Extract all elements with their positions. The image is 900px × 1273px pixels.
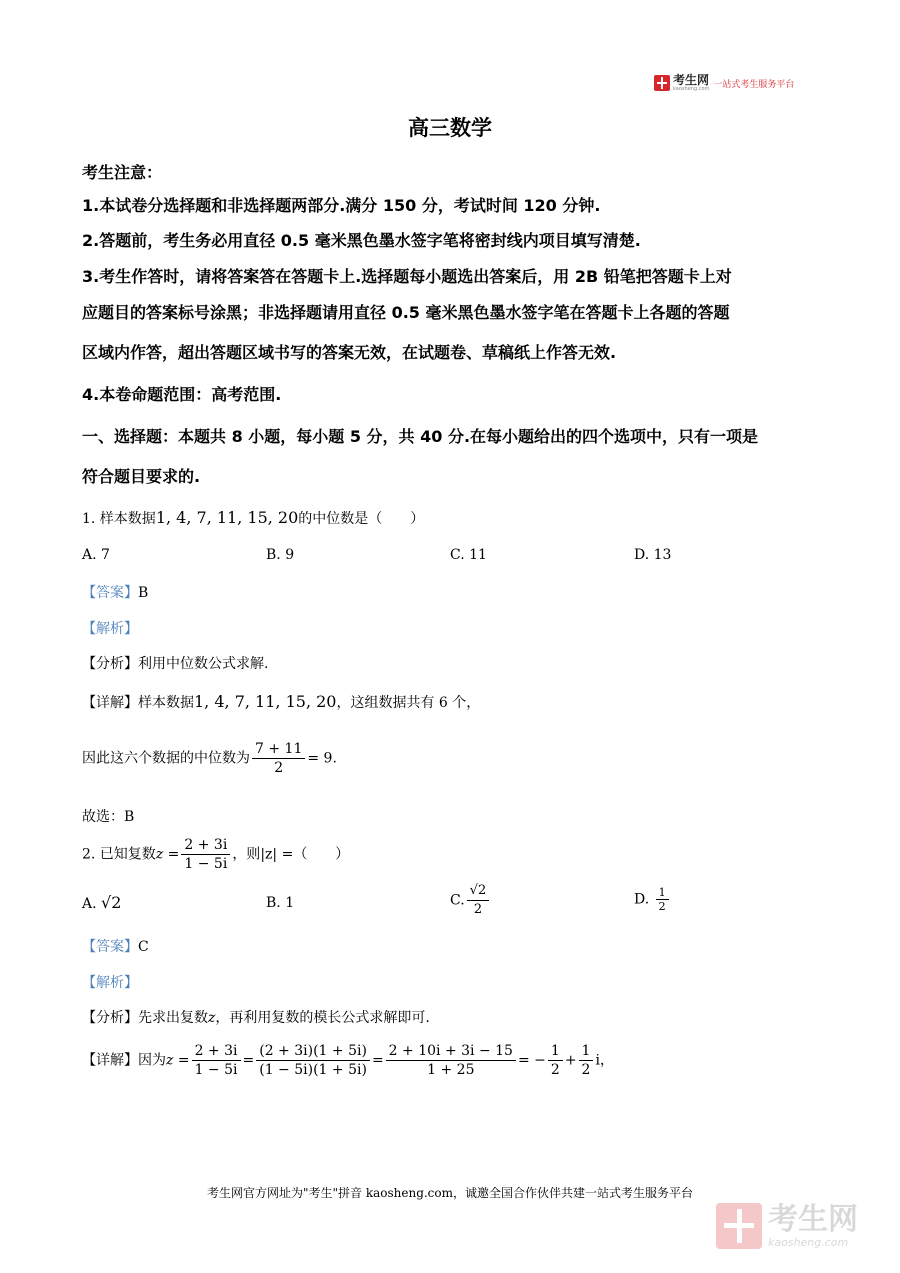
header-logo <box>654 74 794 92</box>
q2-fenxi <box>82 1007 430 1027</box>
q1-option-b: B. 9 <box>266 547 295 563</box>
q2-d4-den: 2 <box>550 1062 560 1078</box>
q2-answer-label: 【答案】 <box>82 939 138 955</box>
q2-optD-num: 1 <box>656 886 669 900</box>
q2-optA-value: √2 <box>101 893 122 912</box>
q1-median-fraction <box>252 740 305 777</box>
section-heading-2: 符合题目要求的. <box>82 467 201 486</box>
q1-median-text: 因此这六个数据的中位数为 <box>82 750 250 767</box>
q2-d4-num: 1 <box>548 1042 563 1061</box>
q2-d5-den: 2 <box>581 1062 591 1078</box>
notice-item-3: 3.考生作答时，请将答案答在答题卡上.选择题每小题选出答案后，用 2B 铅笔把答题卡上对 <box>82 267 732 286</box>
q2-detail <box>82 1042 614 1079</box>
q1-data: 1, 4, 7, 11, 15, 20 <box>155 508 299 527</box>
notice-item-3b: 应题目的答案标号涂黑；非选择题请用直径 0.5 毫米黑色墨水签字笔在答题卡上各题的答题 <box>82 303 730 322</box>
q2-d3-fraction <box>386 1042 516 1079</box>
q1-detail <box>82 692 480 712</box>
q2-optC-num: √2 <box>467 882 490 901</box>
q1-suffix: 的中位数是（ ） <box>298 511 425 527</box>
q2-option-c <box>450 882 491 919</box>
logo-name: 考生网 <box>673 73 710 87</box>
q2-optD-fraction <box>656 886 669 913</box>
q1-median-num: 7 + 11 <box>252 740 305 759</box>
q2-option-b: B. 1 <box>266 895 295 911</box>
q2-optD-den: 2 <box>658 900 666 913</box>
logo-slogan: 一站式考生服务平台 <box>713 79 795 90</box>
q2-analysis-label: 【解析】 <box>82 975 138 991</box>
q1-answer-label: 【答案】 <box>82 585 138 601</box>
q1-detail-data: 1, 4, 7, 11, 15, 20 <box>194 692 337 711</box>
q2-d5-fraction <box>579 1042 594 1079</box>
q1-detail-a: 样本数据 <box>138 695 194 711</box>
q1-conclusion: 故选：B <box>82 809 135 825</box>
q2-d2-den: (1 − 5i)(1 + 5i) <box>259 1062 367 1078</box>
q2-suffix: （ ） <box>293 846 350 863</box>
q2-fenxi-a: 先求出复数 <box>138 1010 208 1026</box>
q2-optD-label: D. <box>634 891 650 908</box>
q1-option-a: A. 7 <box>82 547 110 563</box>
notice-item-2: 2.答题前，考生务必用直径 0.5 毫米黑色墨水签字笔将密封线内项目填写清楚. <box>82 231 641 250</box>
q2-optA-label: A. <box>82 896 97 912</box>
q2-eq-1: = <box>242 1052 255 1069</box>
notice-item-1: 1.本试卷分选择题和非选择题两部分.满分 150 分，考试时间 120 分钟. <box>82 196 601 215</box>
q2-d2-num: (2 + 3i)(1 + 5i) <box>256 1042 370 1061</box>
q1-median <box>82 740 337 777</box>
q2-d4: = − <box>517 1052 546 1069</box>
logo-domain: kaosheng.com <box>673 86 710 92</box>
q2-d3-num: 2 + 10i + 3i − 15 <box>386 1042 516 1061</box>
page-footer: 考生网官方网址为"考生"拼音 kaosheng.com，诚邀全国合作伙伴共建一站式考生服务平台 <box>206 1186 694 1200</box>
q2-mid: ，则 <box>232 846 261 863</box>
q2-fenxi-label: 【分析】 <box>82 1010 138 1026</box>
notice-item-4: 4.本卷命题范围：高考范围. <box>82 385 282 404</box>
watermark-text: 考生网 <box>768 1201 858 1237</box>
q1-prefix: 1. 样本数据 <box>82 511 156 527</box>
q2-fraction <box>181 836 230 873</box>
q2-answer-value: C <box>138 939 149 955</box>
q2-d1-num: 2 + 3i <box>192 1042 241 1061</box>
notice-item-3c: 区域内作答，超出答题区域书写的答案无效，在试题卷、草稿纸上作答无效. <box>82 343 617 362</box>
q2-d2-fraction <box>256 1042 370 1079</box>
kaosheng-logo-icon <box>654 75 670 91</box>
q2-optC-den: 2 <box>473 902 483 917</box>
q2-d6: i， <box>595 1052 614 1069</box>
q2-z: z = <box>155 846 180 863</box>
q2-option-a <box>82 893 121 912</box>
q2-fenxi-b: ，再利用复数的模长公式求解即可. <box>215 1010 430 1026</box>
q1-fenxi-text: 利用中位数公式求解. <box>138 656 269 672</box>
q2-eq-2: = <box>371 1052 384 1069</box>
q1-fenxi <box>82 653 268 673</box>
q1-median-end: . <box>332 750 337 767</box>
q2-answer <box>82 936 149 956</box>
q2-d4-fraction <box>548 1042 563 1079</box>
q2-detail-z: z = <box>166 1052 190 1069</box>
watermark <box>716 1203 858 1249</box>
q1-option-d: D. 13 <box>634 547 672 563</box>
q1-median-den: 2 <box>274 760 284 776</box>
q2-optC-fraction <box>467 882 490 919</box>
q2-option-d <box>634 886 671 913</box>
q2-d5-num: 1 <box>579 1042 594 1061</box>
section-heading: 一、选择题：本题共 8 小题，每小题 5 分，共 40 分.在每小题给出的四个选项中，只有一项是 <box>82 427 759 446</box>
q2-detail-a: 因为 <box>138 1052 166 1069</box>
q2-frac-num: 2 + 3i <box>181 836 230 855</box>
q1-option-c: C. 11 <box>450 547 487 563</box>
watermark-logo-icon <box>716 1203 762 1249</box>
q2-d1-fraction <box>192 1042 241 1079</box>
q1-median-result: = 9 <box>307 750 333 767</box>
question-1 <box>82 508 424 528</box>
q1-analysis-label: 【解析】 <box>82 621 138 637</box>
question-2 <box>82 836 349 873</box>
q2-d3-den: 1 + 25 <box>427 1062 475 1078</box>
q1-fenxi-label: 【分析】 <box>82 656 138 672</box>
q2-d5: + <box>564 1052 577 1069</box>
q1-detail-b: ，这组数据共有 6 个， <box>336 695 481 711</box>
q1-detail-label: 【详解】 <box>82 695 138 711</box>
q2-optC-label: C. <box>450 892 465 909</box>
q1-answer <box>82 582 148 602</box>
watermark-domain: kaosheng.com <box>768 1235 849 1249</box>
q2-d1-den: 1 − 5i <box>194 1062 238 1078</box>
q1-answer-value: B <box>138 585 149 601</box>
q2-abs-z: |z| = <box>260 846 294 863</box>
q2-prefix: 2. 已知复数 <box>82 846 156 863</box>
notice-heading: 考生注意： <box>82 163 163 182</box>
page-title: 高三数学 <box>408 116 492 140</box>
q2-fenxi-z: z <box>208 1010 216 1026</box>
q2-frac-den: 1 − 5i <box>184 856 228 872</box>
q2-detail-label: 【详解】 <box>82 1052 138 1069</box>
